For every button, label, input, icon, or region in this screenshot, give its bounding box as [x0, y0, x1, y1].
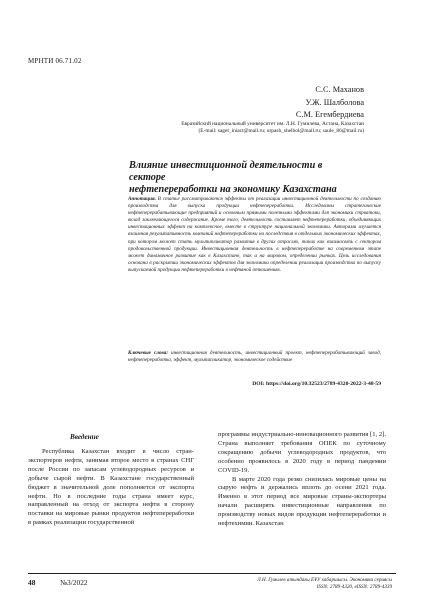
abstract-text: В статье рассматриваются эффекты от реализации инвестиционной деятельности по созданию производства для выпуска продукции нефтепереработки. Исследованы стратегические нефтеперерабатывающие предприятий и основным прямыми полезными эффектами для экономики стрватоки, вклад заключающегося содержание. Кроме того, деятельность составляет нефтепереработки, объединяющих инвестиционных эффект на комплексное, вместе в структуре национальной экономики. Авторами изучается взаимная результативность компаний нефтепереработки на последствия в отдельных экономических эффектах, при котором может стать мультипликатор развития в других отраслях, таких как взаимосвязь с сектором продовольственной продукции. Инвестиционная деятельность в нефтепереработке на современном этапе может динамичное развитие как в Казахстане, так и на мировом, определении рынках. Цель исследования основана в раскрытии экономических эффектов для экономики определении реализации производства по выпуску выпускаемой продукции нефтепереработки в нефтяной отношениях.: [128, 196, 381, 273]
journal-name: Л.Н. Гумилев атындағы ЕҰУ хабаршысы. Экономика сериясы: [257, 577, 392, 583]
mrnti-code: МРНТИ 06.71.02: [28, 57, 82, 65]
title-line: нефтепереработки на экономику Казахстана: [129, 183, 337, 195]
keywords-label: Ключевые слова:: [128, 350, 168, 356]
abstract: [128, 196, 381, 274]
keywords-text: инвестиционная деятельность, инвестиционный проект, нефтеперерабатывающий завод, нефтепереработка, эффект, мультипликатор, экономическое содействие: [128, 350, 381, 364]
body-column-right: [218, 431, 386, 529]
body-paragraph: Республика Казахстан входит в число стран-экспортеров нефти, занимая второе место в странах СНГ после России по запасам углеводородных ресурсов и добыче сырой нефти. В Казахстане государственный бюджет в значительной доле пополняется от экспорта нефти. Но в последние годы страна имеет курс, направленный на отход от экспорта нефти в сторону поставки на мировые рынки продуктов нефтепереработки в рамках реализации государственной: [28, 448, 194, 527]
footer-divider: [28, 573, 396, 574]
author-name: С.С. Маханов: [315, 85, 364, 94]
body-paragraph: программы индустриально-инновационного развития [1, 2]. Страна выполняет требования ОПЕК по суточному сокращению добычи углеводородных продуктов, что особенно проявилось в 2020 году в период пандемии COVID-19.: [218, 431, 386, 474]
section-heading: Введение: [70, 433, 99, 441]
page-number: 48: [28, 578, 36, 587]
author-name: С.М. Егембердиева: [295, 110, 364, 119]
body-paragraph: В марте 2020 года резко снизилась мировые цены на сырую нефть и держались вплоть до осени 2021 года. Именно в этот период все мировые страны-экспортеры начали расширять инвестиционные направления по производству новых видов продукции нефтепереработки и нефтехимии. Казахстан: [218, 475, 386, 528]
journal-issn: ISSN: 2789-4320, eISSN: 2789-4339: [316, 583, 392, 590]
title-line: Влияние инвестиционной деятельности в секторе: [129, 160, 323, 183]
abstract-label: Аннотация.: [128, 196, 156, 202]
keywords: [128, 350, 381, 364]
affiliation-university: Евразийский национальный университет им. Л.Н. Гумилева, Астана, Казахстан: [181, 121, 364, 127]
issue-number: №3/2022: [60, 578, 88, 587]
body-column-left: [28, 448, 194, 528]
author-list: [296, 84, 364, 122]
article-title: [129, 160, 359, 195]
author-name: У.Ж. Шалболова: [305, 97, 364, 107]
doi-link[interactable]: DOI: https://doi.org/10.32523/2789-4320-2022-3-48-59: [252, 381, 381, 387]
affiliation: [74, 121, 364, 135]
affiliation-emails: (E-mail: saget_iniact@mail.ru; urpash_shelbol@mail.ru; saule_86@mail.ru): [198, 128, 364, 135]
journal-info: [257, 577, 392, 590]
